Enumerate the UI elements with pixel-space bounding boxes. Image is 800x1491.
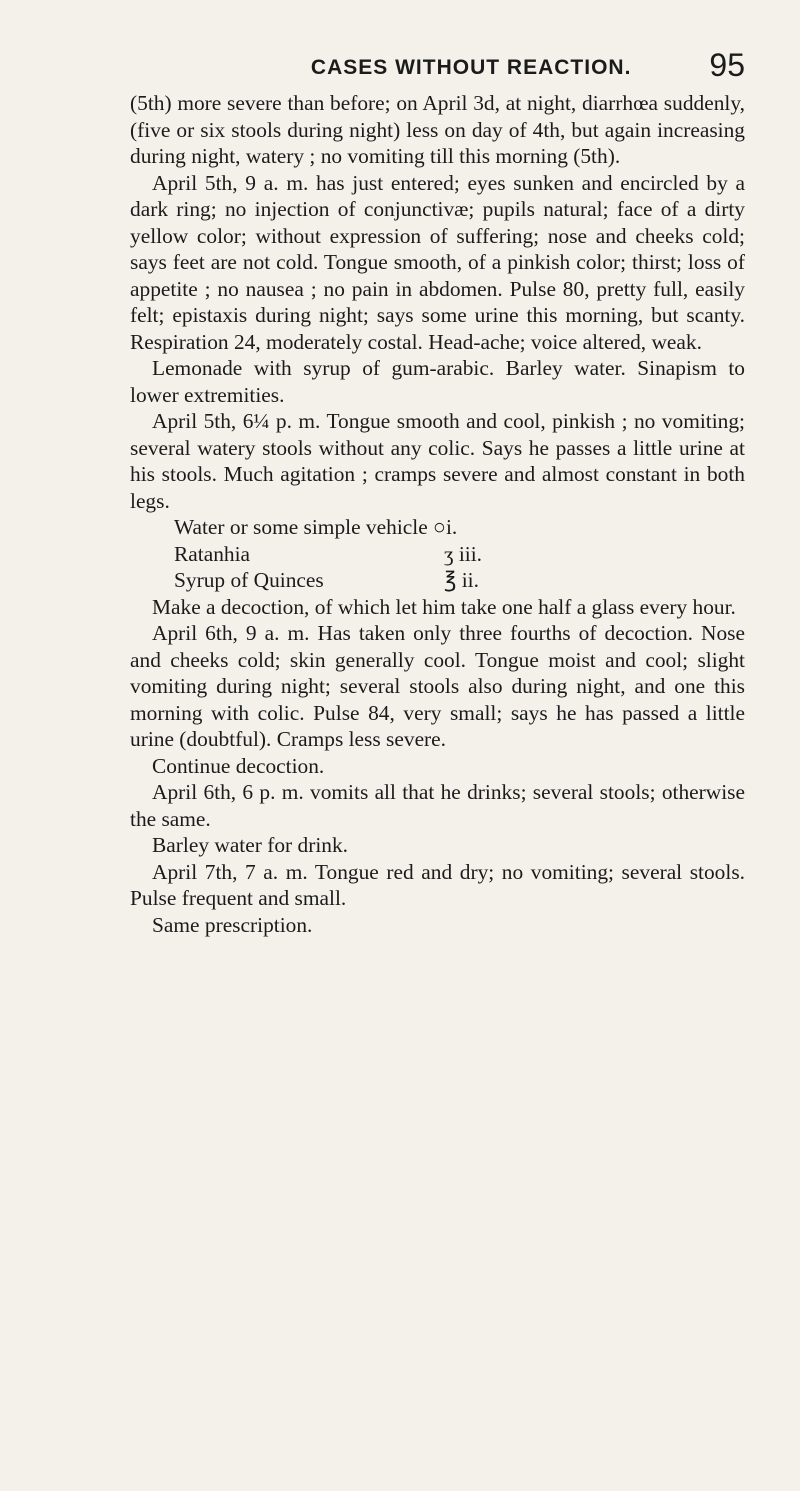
prescription-directions: Make a decoction, of which let him take one half a glass every hour. [152, 594, 736, 619]
paragraph: April 6th, 9 a. m. Has taken only three fourths of decoction. Nose and cheeks cold; skin generally cool. Tongue moist and cool; slight vomiting during night; several stools also during night, and one this morning with colic. Pulse 84, very small; says he has passed a little urine (doubtful). Cramps less severe. [130, 621, 745, 751]
paragraph: April 5th, 6¼ p. m. Tongue smooth and cool, pinkish ; no vomiting; several watery stools without any colic. Says he passes a little urine at his stools. Much agitation ; cramps severe and almost constant in both legs. [130, 409, 745, 513]
drug-name: Ratanhia [174, 541, 251, 566]
prescription-text: Lemonade with syrup of gum-arabic. Barley water. Sinapism to lower extremities. [130, 356, 745, 407]
drug-name: Syrup of Quinces [174, 568, 324, 592]
page-number: 95 [709, 47, 745, 83]
prescription-text: Continue decoction. [152, 753, 325, 778]
paragraph: April 6th, 6 p. m. vomits all that he drinks; several stools; otherwise the same. [130, 780, 745, 831]
drug-quantity: ℥ ii. [444, 568, 479, 592]
drug-quantity: ʒ iii. [444, 541, 483, 566]
prescription-text: Same prescription. [152, 912, 313, 937]
running-head: CASES WITHOUT REACTION. [310, 56, 632, 79]
page-body [130, 90, 745, 938]
prescription-item [130, 567, 745, 594]
paragraph: April 7th, 7 a. m. Tongue red and dry; no vomiting; several stools. Pulse frequent and small. [130, 859, 745, 910]
prescription-item [130, 541, 745, 568]
prescription-text: Barley water for drink. [152, 833, 349, 857]
prescription-vehicle: Water or some simple vehicle ○i. [174, 515, 458, 539]
page-header [130, 22, 745, 83]
paragraph: April 5th, 9 a. m. has just entered; eyes sunken and encircled by a dark ring; no injection of conjunctivæ; pupils natural; face of a dirty yellow color; without expression of suffering; nose and cheeks cold; says feet are not cold. Tongue smooth, of a pinkish color; thirst; loss of appetite ; no nausea ; no pain in abdomen. Pulse 80, pretty full, easily felt; epistaxis during night; says some urine this morning, but scanty. Respiration 24, moderately costal. Head-ache; voice altered, weak. [130, 170, 745, 354]
paragraph: (5th) more severe than before; on April 3d, at night, diarrhœa suddenly, (five or six stools during night) less on day of 4th, but again increasing during night, watery ; no vomiting till this morning (5th). [130, 91, 745, 168]
